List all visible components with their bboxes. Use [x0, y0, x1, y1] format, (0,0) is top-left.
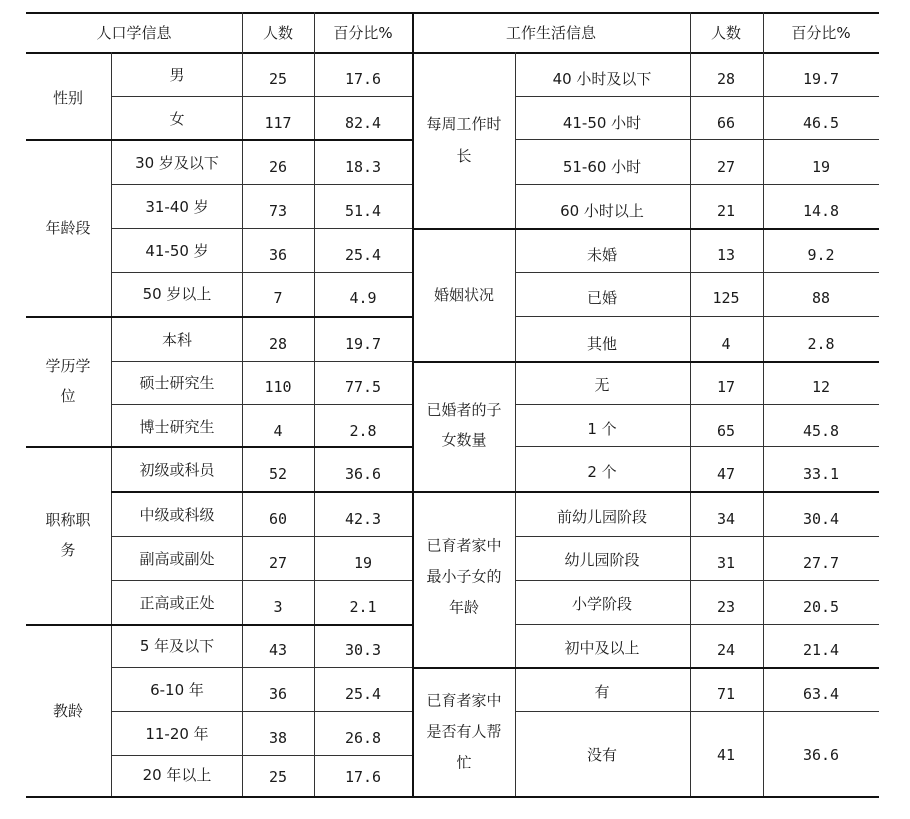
row-percent: 25.4: [344, 685, 382, 703]
row-percent: 30.3: [344, 641, 382, 659]
row-item: 小学阶段: [571, 595, 633, 613]
row-rule: [515, 96, 879, 97]
row-rule: [515, 316, 879, 317]
row-count: 36: [268, 246, 288, 264]
group-label-education: 学历学位: [45, 357, 91, 405]
row-rule: [515, 536, 879, 537]
col-divider: [515, 52, 516, 796]
row-count: 17: [716, 378, 736, 396]
row-count: 24: [716, 641, 736, 659]
row-item: 副高或副处: [139, 550, 215, 568]
group-label-youngest-child-age: 已育者家中最小子女的年龄: [426, 536, 502, 617]
row-count: 41: [716, 746, 736, 764]
row-rule: [515, 139, 879, 140]
row-percent: 14.8: [802, 202, 840, 220]
row-count: 71: [716, 685, 736, 703]
row-item: 男: [169, 66, 185, 84]
row-rule: [111, 536, 412, 537]
row-item: 初中及以上: [564, 639, 640, 657]
row-count: 25: [268, 768, 288, 786]
row-percent: 19: [811, 158, 831, 176]
row-item: 其他: [586, 335, 618, 353]
row-item: 40 小时及以下: [552, 70, 652, 88]
row-item: 博士研究生: [139, 418, 215, 436]
row-percent: 2.8: [349, 422, 377, 440]
group-rule: [26, 139, 412, 141]
group-rule: [412, 667, 879, 669]
row-percent: 21.4: [802, 641, 840, 659]
group-rule: [26, 316, 412, 318]
row-percent: 19.7: [802, 70, 840, 88]
row-item: 正高或正处: [139, 594, 215, 612]
row-count: 125: [712, 289, 740, 307]
group-label-age: 年龄段: [45, 219, 91, 237]
group-rule: [26, 624, 412, 626]
row-rule: [515, 272, 879, 273]
row-rule: [111, 667, 412, 668]
row-count: 3: [273, 598, 283, 616]
row-percent: 18.3: [344, 158, 382, 176]
group-label-gender: 性别: [52, 89, 84, 107]
row-percent: 2.1: [349, 598, 377, 616]
row-count: 36: [268, 685, 288, 703]
group-rule: [412, 228, 879, 230]
row-percent: 4.9: [349, 289, 377, 307]
bottom-rule: [26, 796, 879, 798]
row-percent: 9.2: [807, 246, 835, 264]
row-rule: [515, 184, 879, 185]
row-item: 没有: [586, 746, 618, 764]
row-count: 27: [268, 554, 288, 572]
row-percent: 45.8: [802, 422, 840, 440]
center-divider: [412, 12, 414, 796]
header-left-count: 人数: [262, 24, 294, 42]
header-right-count: 人数: [710, 24, 742, 42]
row-count: 31: [716, 554, 736, 572]
row-percent: 88: [811, 289, 831, 307]
row-rule: [111, 184, 412, 185]
row-percent: 51.4: [344, 202, 382, 220]
row-rule: [111, 755, 412, 756]
row-rule: [111, 361, 412, 362]
row-percent: 19: [353, 554, 373, 572]
row-count: 65: [716, 422, 736, 440]
header-left-percent: 百分比%: [333, 24, 393, 42]
row-rule: [111, 491, 412, 493]
group-label-marital-status: 婚姻状况: [433, 286, 495, 304]
row-percent: 36.6: [802, 746, 840, 764]
row-count: 4: [721, 335, 731, 353]
row-percent: 82.4: [344, 114, 382, 132]
row-item: 31-40 岁: [145, 198, 209, 216]
row-item: 41-50 岁: [145, 242, 209, 260]
row-percent: 63.4: [802, 685, 840, 703]
row-count: 27: [716, 158, 736, 176]
row-rule: [111, 96, 412, 97]
row-rule: [111, 272, 412, 273]
row-percent: 25.4: [344, 246, 382, 264]
header-right-section: 工作生活信息: [505, 24, 597, 42]
row-item: 有: [594, 683, 610, 701]
row-percent: 19.7: [344, 335, 382, 353]
row-item: 6-10 年: [150, 681, 204, 699]
row-item: 未婚: [586, 246, 618, 264]
row-percent: 46.5: [802, 114, 840, 132]
row-count: 4: [273, 422, 283, 440]
row-percent: 17.6: [344, 70, 382, 88]
row-count: 117: [264, 114, 292, 132]
group-label-children-count: 已婚者的子女数量: [426, 401, 502, 449]
row-item: 硕士研究生: [139, 374, 215, 392]
row-count: 23: [716, 598, 736, 616]
row-percent: 17.6: [344, 768, 382, 786]
row-item: 幼儿园阶段: [564, 551, 640, 569]
row-item: 中级或科级: [139, 506, 215, 524]
row-percent: 42.3: [344, 510, 382, 528]
group-label-title: 职称职务: [45, 511, 91, 559]
col-divider: [111, 52, 112, 796]
row-item: 60 小时以上: [560, 202, 644, 220]
row-count: 43: [268, 641, 288, 659]
row-rule: [111, 228, 412, 229]
group-label-weekly-hours: 每周工作时长: [426, 115, 502, 165]
row-count: 38: [268, 729, 288, 747]
row-rule: [111, 580, 412, 581]
row-count: 21: [716, 202, 736, 220]
row-count: 26: [268, 158, 288, 176]
row-count: 52: [268, 465, 288, 483]
row-percent: 77.5: [344, 378, 382, 396]
row-count: 7: [273, 289, 283, 307]
row-rule: [515, 404, 879, 405]
row-item: 50 岁以上: [142, 285, 212, 303]
row-item: 女: [169, 110, 185, 128]
group-rule: [412, 361, 879, 363]
row-percent: 36.6: [344, 465, 382, 483]
row-percent: 27.7: [802, 554, 840, 572]
row-count: 110: [264, 378, 292, 396]
row-percent: 33.1: [802, 465, 840, 483]
row-item: 11-20 年: [145, 725, 209, 743]
row-rule: [111, 404, 412, 405]
row-item: 2 个: [587, 463, 617, 481]
group-label-help-at-home: 已育者家中是否有人帮忙: [426, 691, 502, 772]
row-item: 无: [594, 376, 610, 394]
row-rule: [111, 711, 412, 712]
row-item: 30 岁及以下: [135, 154, 219, 172]
row-count: 73: [268, 202, 288, 220]
row-item: 1 个: [587, 420, 617, 438]
row-item: 初级或科员: [139, 461, 215, 479]
row-rule: [515, 624, 879, 625]
group-rule: [412, 491, 879, 493]
header-rule: [26, 52, 879, 54]
row-item: 20 年以上: [142, 766, 212, 784]
row-count: 13: [716, 246, 736, 264]
row-item: 51-60 小时: [562, 158, 642, 176]
row-item: 本科: [161, 331, 193, 349]
row-item: 41-50 小时: [562, 114, 642, 132]
row-count: 28: [268, 335, 288, 353]
row-percent: 30.4: [802, 510, 840, 528]
top-rule: [26, 12, 879, 14]
row-count: 60: [268, 510, 288, 528]
header-left-section: 人口学信息: [96, 24, 172, 42]
row-count: 66: [716, 114, 736, 132]
row-count: 34: [716, 510, 736, 528]
row-rule: [515, 711, 879, 712]
row-rule: [515, 580, 879, 581]
row-count: 25: [268, 70, 288, 88]
group-rule: [26, 446, 412, 448]
group-label-teaching-years: 教龄: [52, 702, 84, 720]
row-count: 28: [716, 70, 736, 88]
row-item: 5 年及以下: [139, 637, 215, 655]
row-percent: 2.8: [807, 335, 835, 353]
row-count: 47: [716, 465, 736, 483]
row-item: 前幼儿园阶段: [556, 508, 648, 526]
row-percent: 20.5: [802, 598, 840, 616]
row-percent: 12: [811, 378, 831, 396]
row-rule: [515, 446, 879, 447]
header-right-percent: 百分比%: [791, 24, 851, 42]
row-percent: 26.8: [344, 729, 382, 747]
row-item: 已婚: [586, 289, 618, 307]
